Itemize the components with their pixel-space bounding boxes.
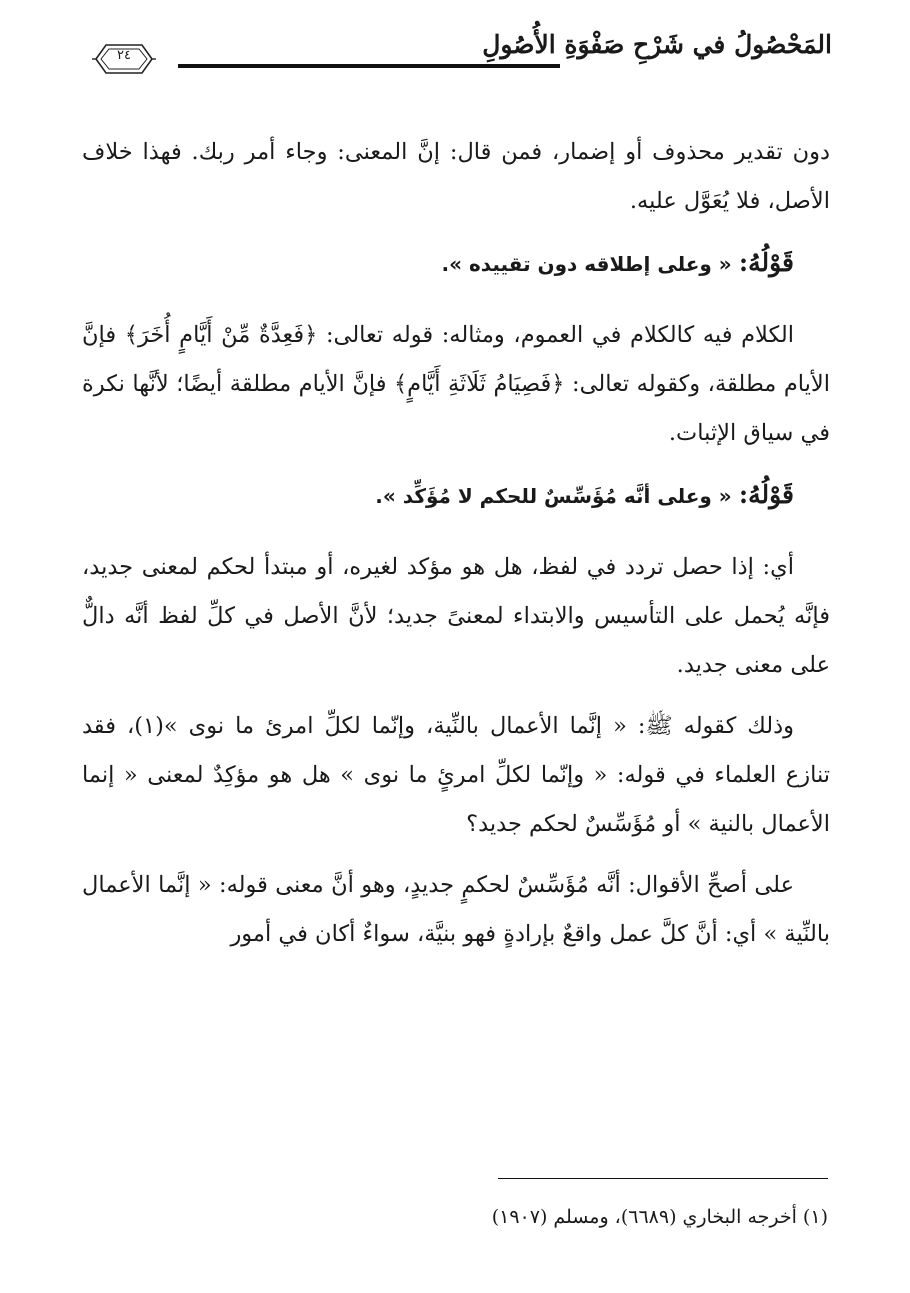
quoted-text: « وعلى إطلاقه دون تقييده ». bbox=[441, 252, 732, 276]
paragraph: دون تقدير محذوف أو إضمار، فمن قال: إنَّ المعنى: وجاء أمر ربك. فهذا خلاف الأصل، فلا يُعَوَّل عليه. bbox=[82, 139, 830, 214]
paragraph: وذلك كقوله ﷺ: « إنَّما الأعمال بالنِّية، وإنّما لكلِّ امرئ ما نوى »(١)، فقد تنازع العلماء في قوله: « وإنّما لكلِّ امرئٍ ما نوى » هل هو مؤكِدٌ لمعنى « إنما الأعمال بالنية » أو مُؤَسِّسٌ لحكم جديد؟ bbox=[82, 713, 830, 837]
paragraph: على أصحِّ الأقوال: أنَّه مُؤَسِّسٌ لحكمٍ جديدٍ، وهو أنَّ معنى قوله: « إنَّما الأعمال بالنِّية » أي: أنَّ كلَّ عمل واقعٌ بإرادةٍ فهو بنيَّة، سواءٌ أكان في أمور bbox=[82, 872, 830, 947]
footnote-separator bbox=[498, 1178, 828, 1179]
page-body bbox=[82, 128, 830, 971]
paragraph: الكلام فيه كالكلام في العموم، ومثاله: قوله تعالى: ﴿فَعِدَّةٌ مِّنْ أَيَّامٍ أُخَرَ﴾ فإنَّ الأيام مطلقة، وكقوله تعالى: ﴿فَصِيَامُ ثَلَاثَةِ أَيَّامٍ﴾ فإنَّ الأيام مطلقة أيضًا؛ لأنَّها نكرة في سياق الإثبات. bbox=[82, 322, 830, 446]
quoted-text: « وعلى أنَّه مُؤَسِّسٌ للحكم لا مُؤَكِّد ». bbox=[375, 484, 732, 508]
page-number: ٢٤ bbox=[117, 48, 131, 63]
page-number-badge bbox=[92, 42, 156, 76]
qawl-label: قَوْلُهُ: bbox=[738, 480, 794, 509]
qawl-label: قَوْلُهُ: bbox=[738, 248, 794, 277]
footnote: (١) أخرجه البخاري (٦٦٨٩)، ومسلم (١٩٠٧) bbox=[491, 1206, 828, 1228]
page-header bbox=[0, 22, 910, 92]
quoted-heading bbox=[82, 470, 830, 521]
header-rule bbox=[178, 64, 560, 68]
quoted-heading bbox=[82, 238, 830, 289]
book-title: المَحْصُولُ في شَرْحِ صَفْوَةِ الأُصُولِ bbox=[482, 30, 832, 59]
paragraph: أي: إذا حصل تردد في لفظ، هل هو مؤكد لغيره، أو مبتدأ لحكم لمعنى جديد، فإنَّه يُحمل على التأسيس والابتداء لمعنىً جديد؛ لأنَّ الأصل في كلِّ لفظ أنَّه دالٌّ على معنى جديد. bbox=[82, 554, 830, 678]
